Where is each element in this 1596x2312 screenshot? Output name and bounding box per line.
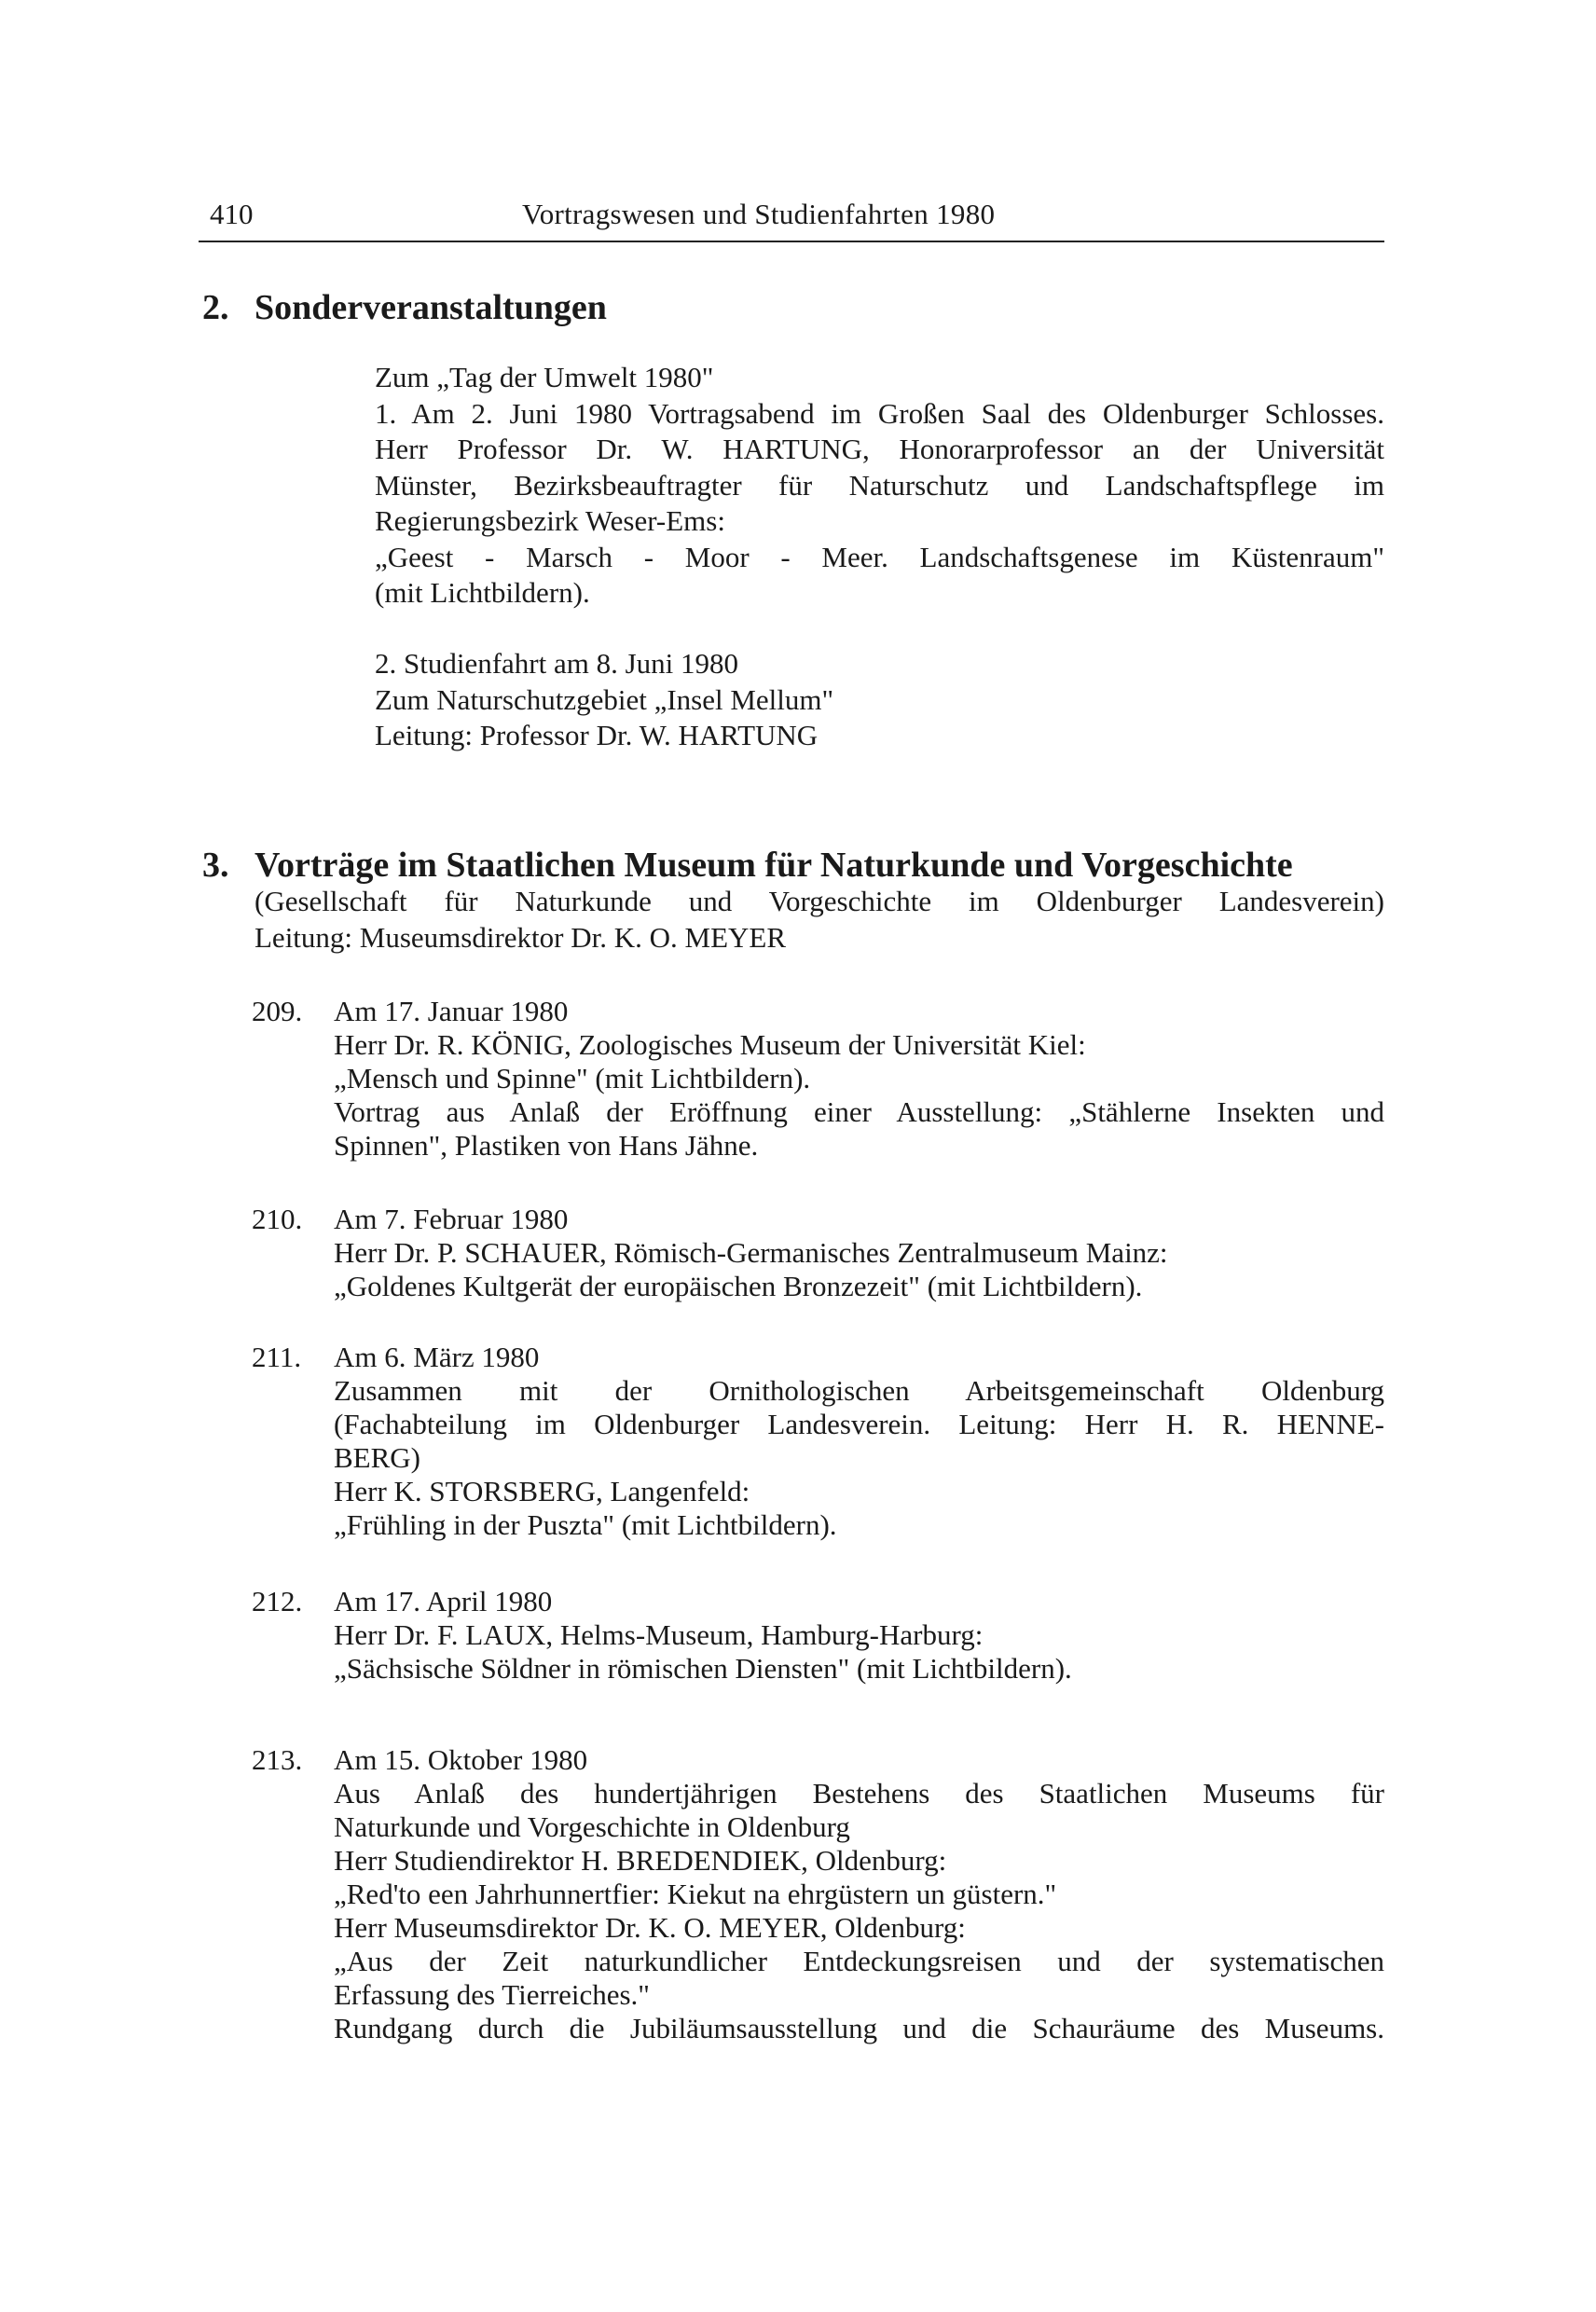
text-line: „Mensch und Spinne" (mit Lichtbildern). — [334, 1062, 811, 1094]
entry-body — [334, 1341, 1384, 1542]
text-line: Naturkunde und Vorgeschichte in Oldenburg — [334, 1810, 850, 1843]
text-line: Rundgang durch die Jubiläumsausstellung und die Schauräume des Museums. — [334, 2012, 1384, 2044]
text-line: „Frühling in der Puszta" (mit Lichtbildern). — [334, 1508, 837, 1541]
entry-number: 211. — [252, 1341, 302, 1373]
page-number: 410 — [210, 198, 254, 230]
section-3-number: 3. — [202, 846, 229, 885]
entry-body — [334, 1585, 1384, 1686]
text-line: „Goldenes Kultgerät der europäischen Bronzezeit" (mit Lichtbildern). — [334, 1270, 1143, 1302]
text-line: Leitung: Museumsdirektor Dr. K. O. MEYER — [255, 920, 787, 954]
text-line: (Fachabteilung im Oldenburger Landesverein. Leitung: Herr H. R. HENNE- — [334, 1408, 1384, 1440]
text-line: Zum Naturschutzgebiet „Insel Mellum" — [375, 682, 834, 716]
text-line: Am 6. März 1980 — [334, 1341, 540, 1373]
text-line: (mit Lichtbildern). — [375, 576, 590, 609]
section-2-heading — [202, 286, 607, 329]
text-line: Aus Anlaß des hundertjährigen Bestehens des Staatlichen Museums für — [334, 1777, 1384, 1810]
entry-number: 213. — [252, 1743, 303, 1776]
text-line: Zusammen mit der Ornithologischen Arbeitsgemeinschaft Oldenburg — [334, 1374, 1384, 1407]
text-line: Herr K. STORSBERG, Langenfeld: — [334, 1475, 750, 1507]
running-title: Vortragswesen und Studienfahrten 1980 — [522, 198, 996, 230]
text-line: Am 17. Januar 1980 — [334, 995, 569, 1027]
text-line: Am 17. April 1980 — [334, 1585, 553, 1617]
text-line: 2. Studienfahrt am 8. Juni 1980 — [375, 647, 739, 680]
entry-body — [334, 1743, 1384, 2045]
text-line: Herr Professor Dr. W. HARTUNG, Honorarprofessor an der Universität — [375, 433, 1384, 465]
running-header — [200, 191, 1384, 238]
text-line: (Gesellschaft für Naturkunde und Vorgeschichte im Oldenburger Landesverein) — [255, 885, 1384, 917]
section-3-intro — [255, 884, 1384, 956]
entry-number: 210. — [252, 1203, 303, 1235]
entry-body — [334, 995, 1384, 1163]
text-line: Leitung: Professor Dr. W. HARTUNG — [375, 719, 819, 751]
text-line: Herr Dr. R. KÖNIG, Zoologisches Museum der Universität Kiel: — [334, 1028, 1086, 1061]
section-3-title: Vorträge im Staatlichen Museum für Naturkunde und Vorgeschichte — [255, 846, 1293, 885]
text-line: Herr Studiendirektor H. BREDENDIEK, Oldenburg: — [334, 1844, 947, 1877]
text-line: Münster, Bezirksbeauftragter für Naturschutz und Landschaftspflege im — [375, 468, 1384, 502]
entry-number: 212. — [252, 1585, 303, 1617]
text-line: 1. Am 2. Juni 1980 Vortragsabend im Großen Saal des Oldenburger Schlosses. — [375, 396, 1384, 430]
section-3-heading — [202, 844, 1293, 887]
text-line: Erfassung des Tierreiches." — [334, 1978, 650, 2011]
text-line: „Red'to een Jahrhunnertfier: Kiekut na ehrgüstern un güstern." — [334, 1878, 1057, 1910]
entry-number: 209. — [252, 995, 303, 1027]
section-2-trip-block — [375, 646, 1384, 754]
text-line: Regierungsbezirk Weser-Ems: — [375, 504, 725, 537]
section-2-title: Sonderveranstaltungen — [255, 288, 607, 327]
section-2-number: 2. — [202, 288, 229, 327]
section-2-event-block — [375, 360, 1384, 612]
text-line: BERG) — [334, 1441, 420, 1474]
text-line: „Geest - Marsch - Moor - Meer. Landschaftsgenese im Küstenraum" — [375, 540, 1384, 573]
text-line: Vortrag aus Anlaß der Eröffnung einer Ausstellung: „Stählerne Insekten und — [334, 1095, 1384, 1128]
text-line: Zum „Tag der Umwelt 1980" — [375, 361, 714, 393]
text-line: „Aus der Zeit naturkundlicher Entdeckungsreisen und der systematischen — [334, 1945, 1384, 1977]
entry-body — [334, 1203, 1384, 1303]
header-rule — [199, 241, 1384, 242]
text-line: „Sächsische Söldner in römischen Diensten" (mit Lichtbildern). — [334, 1652, 1072, 1685]
text-line: Herr Dr. P. SCHAUER, Römisch-Germanisches Zentralmuseum Mainz: — [334, 1236, 1168, 1269]
text-line: Herr Dr. F. LAUX, Helms-Museum, Hamburg-Harburg: — [334, 1618, 984, 1651]
text-line: Am 7. Februar 1980 — [334, 1203, 569, 1235]
text-line: Herr Museumsdirektor Dr. K. O. MEYER, Oldenburg: — [334, 1911, 966, 1944]
text-line: Am 15. Oktober 1980 — [334, 1743, 588, 1776]
text-line: Spinnen", Plastiken von Hans Jähne. — [334, 1129, 759, 1162]
